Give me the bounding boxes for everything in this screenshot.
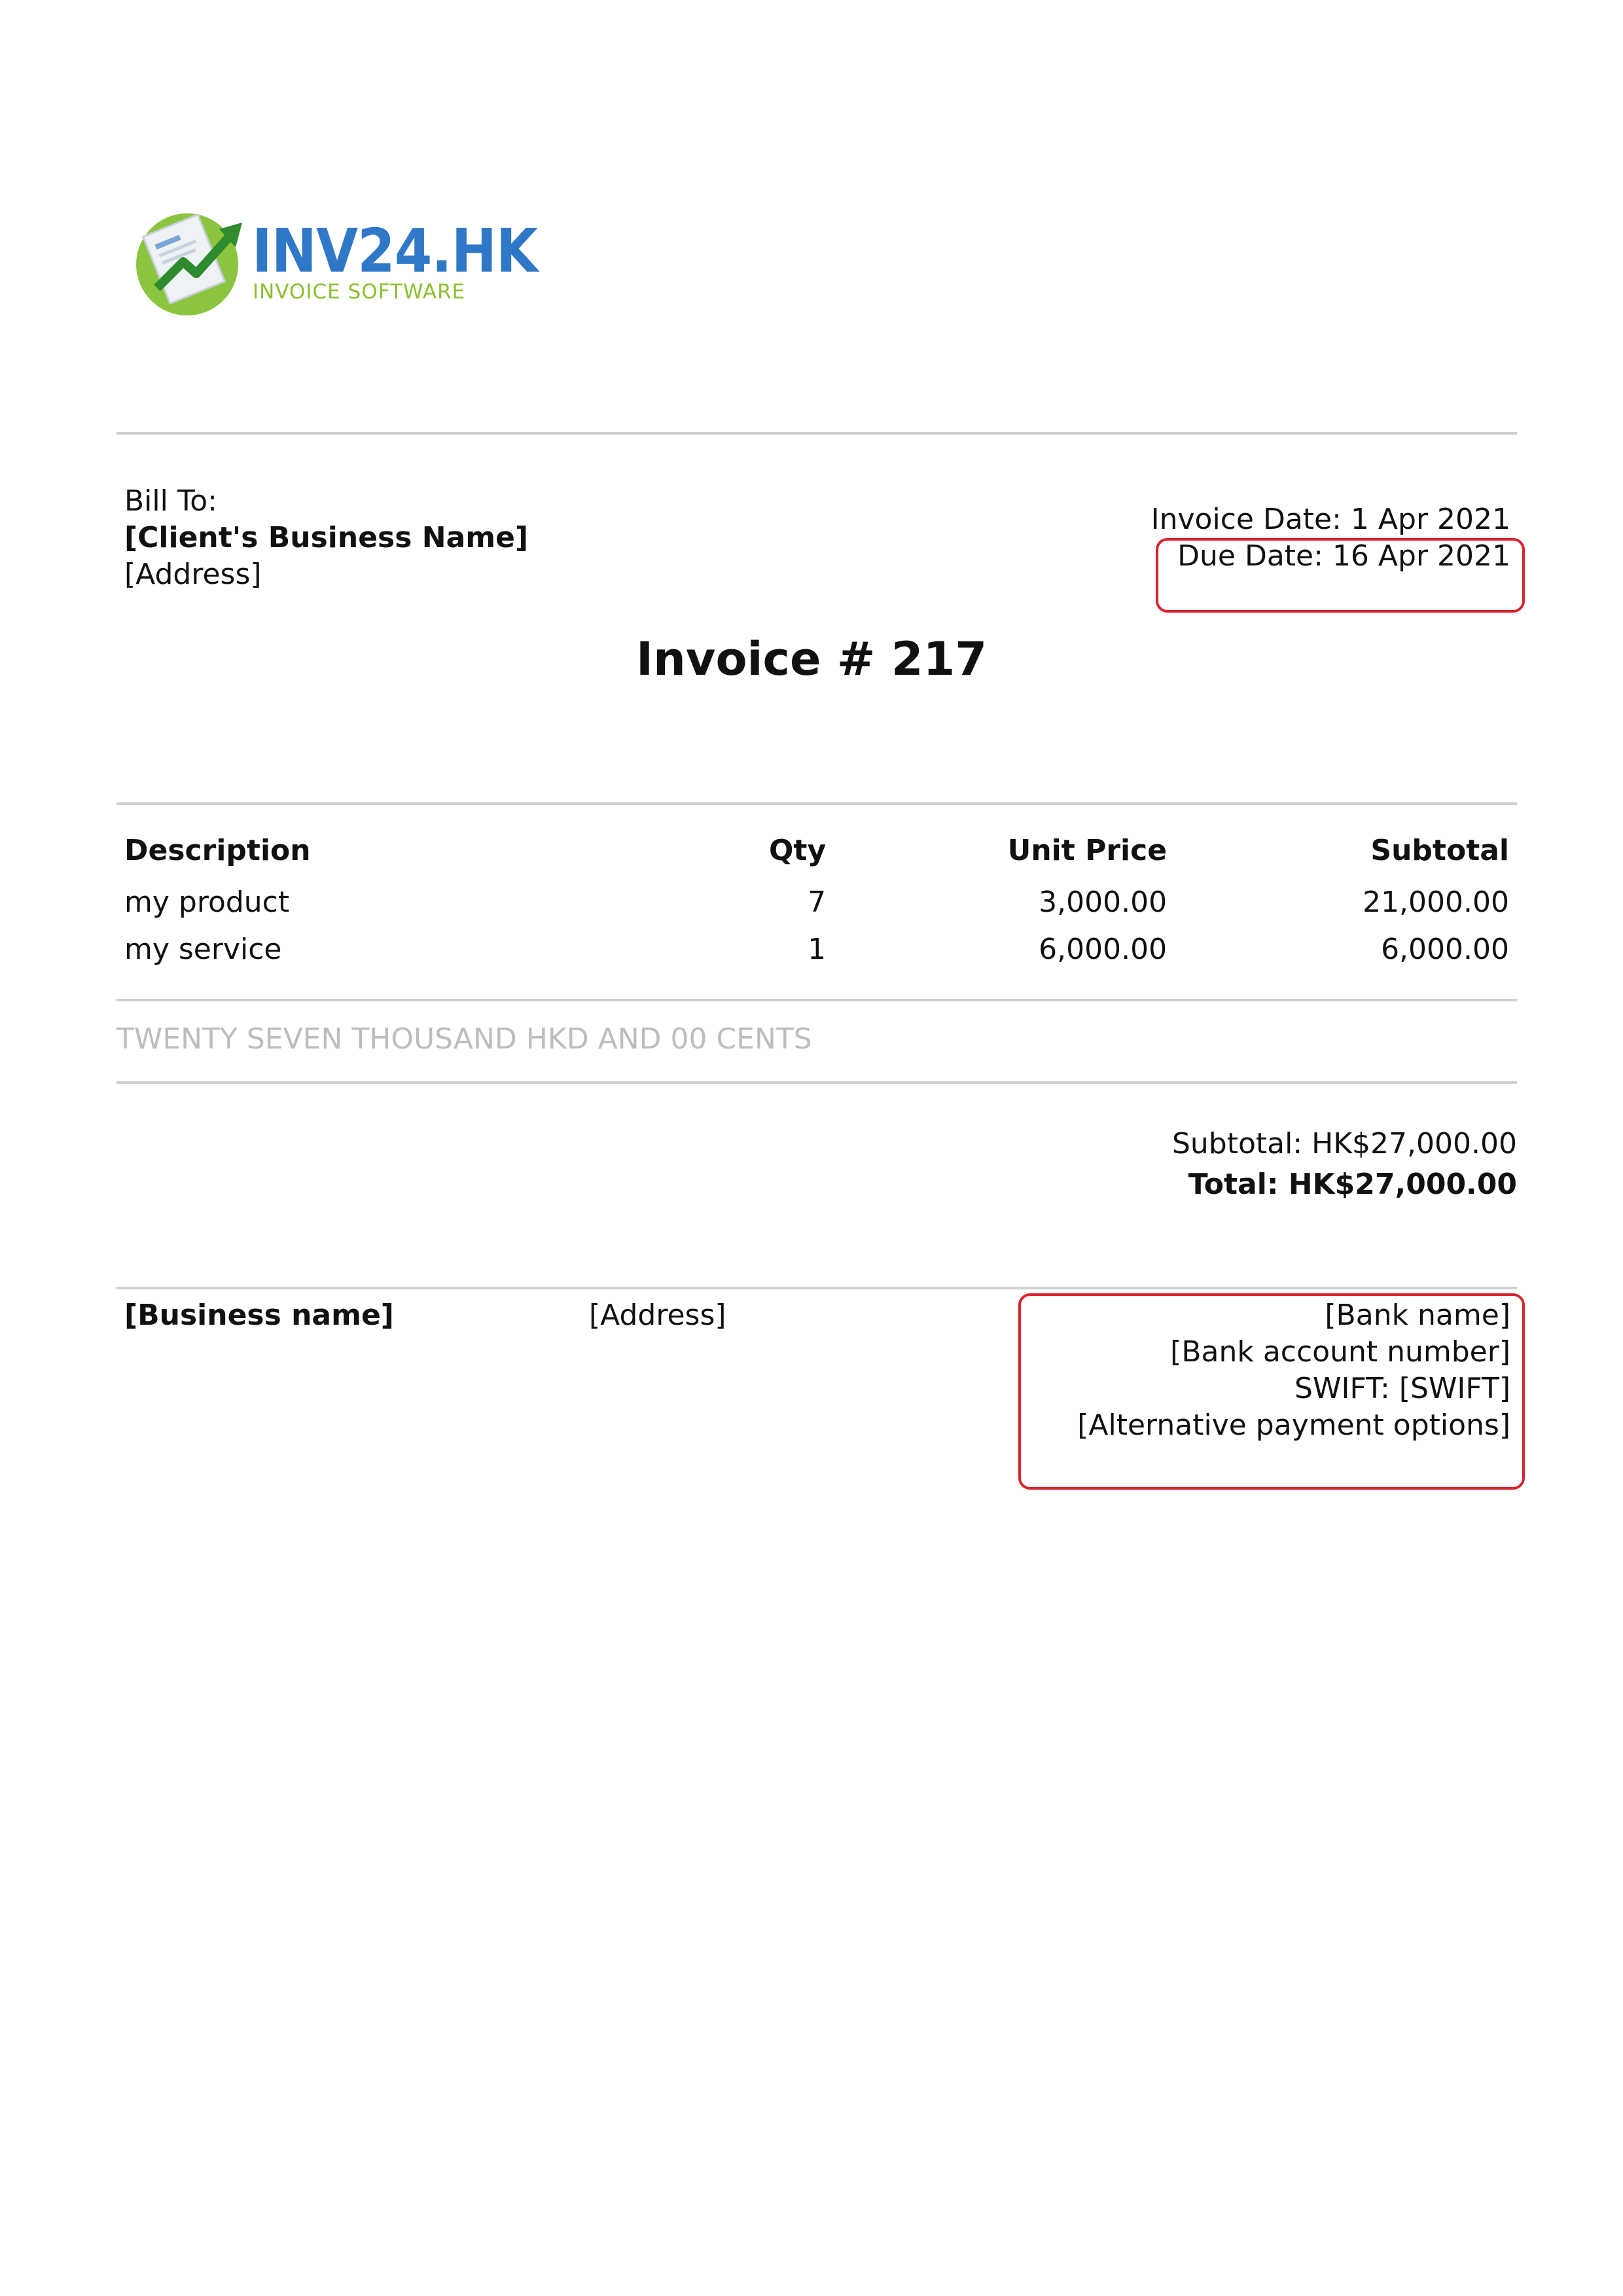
client-business-name: [Client's Business Name] — [124, 521, 529, 554]
payment-details-highlight — [1018, 1293, 1525, 1490]
item-unit-price: 6,000.00 — [1039, 932, 1168, 966]
bank-account-number: [Bank account number] — [1170, 1335, 1510, 1369]
business-name: [Business name] — [124, 1299, 394, 1332]
item-description: my product — [124, 885, 290, 919]
subtotal-amount: Subtotal: HK$27,000.00 — [1171, 1127, 1517, 1160]
column-header-unit-price: Unit Price — [1007, 833, 1168, 867]
divider — [116, 1287, 1517, 1289]
alternative-payment-options: [Alternative payment options] — [1077, 1408, 1510, 1442]
item-qty: 1 — [808, 932, 827, 966]
swift-code: SWIFT: [SWIFT] — [1294, 1372, 1510, 1405]
item-description: my service — [124, 932, 282, 966]
due-date-highlight — [1156, 538, 1525, 613]
amount-in-words: TWENTY SEVEN THOUSAND HKD AND 00 CENTS — [116, 1022, 812, 1056]
total-amount: Total: HK$27,000.00 — [1188, 1168, 1517, 1201]
logo-name: INV24.HK — [252, 216, 538, 286]
table-row — [116, 925, 1517, 973]
client-address: [Address] — [124, 558, 262, 591]
divider — [116, 999, 1517, 1001]
divider — [116, 1081, 1517, 1084]
bill-to-label: Bill To: — [124, 484, 217, 518]
table-row — [116, 878, 1517, 925]
business-address: [Address] — [589, 1299, 726, 1332]
column-header-description: Description — [124, 833, 311, 867]
item-unit-price: 3,000.00 — [1039, 885, 1168, 919]
logo-tagline: INVOICE SOFTWARE — [253, 280, 466, 304]
table-header-row — [116, 822, 1517, 878]
item-subtotal: 21,000.00 — [1363, 885, 1509, 919]
logo-graphic — [131, 196, 255, 321]
invoice-title: Invoice # 217 — [635, 632, 988, 686]
items-table — [116, 822, 1517, 973]
item-qty: 7 — [808, 885, 827, 919]
column-header-subtotal: Subtotal — [1370, 833, 1509, 867]
divider — [116, 802, 1517, 805]
bank-name: [Bank name] — [1325, 1299, 1510, 1332]
due-date: Due Date: 16 Apr 2021 — [1177, 539, 1510, 573]
divider — [116, 432, 1517, 435]
item-subtotal: 6,000.00 — [1381, 932, 1509, 966]
invoice-date: Invoice Date: 1 Apr 2021 — [1150, 503, 1510, 536]
column-header-qty: Qty — [769, 833, 827, 867]
